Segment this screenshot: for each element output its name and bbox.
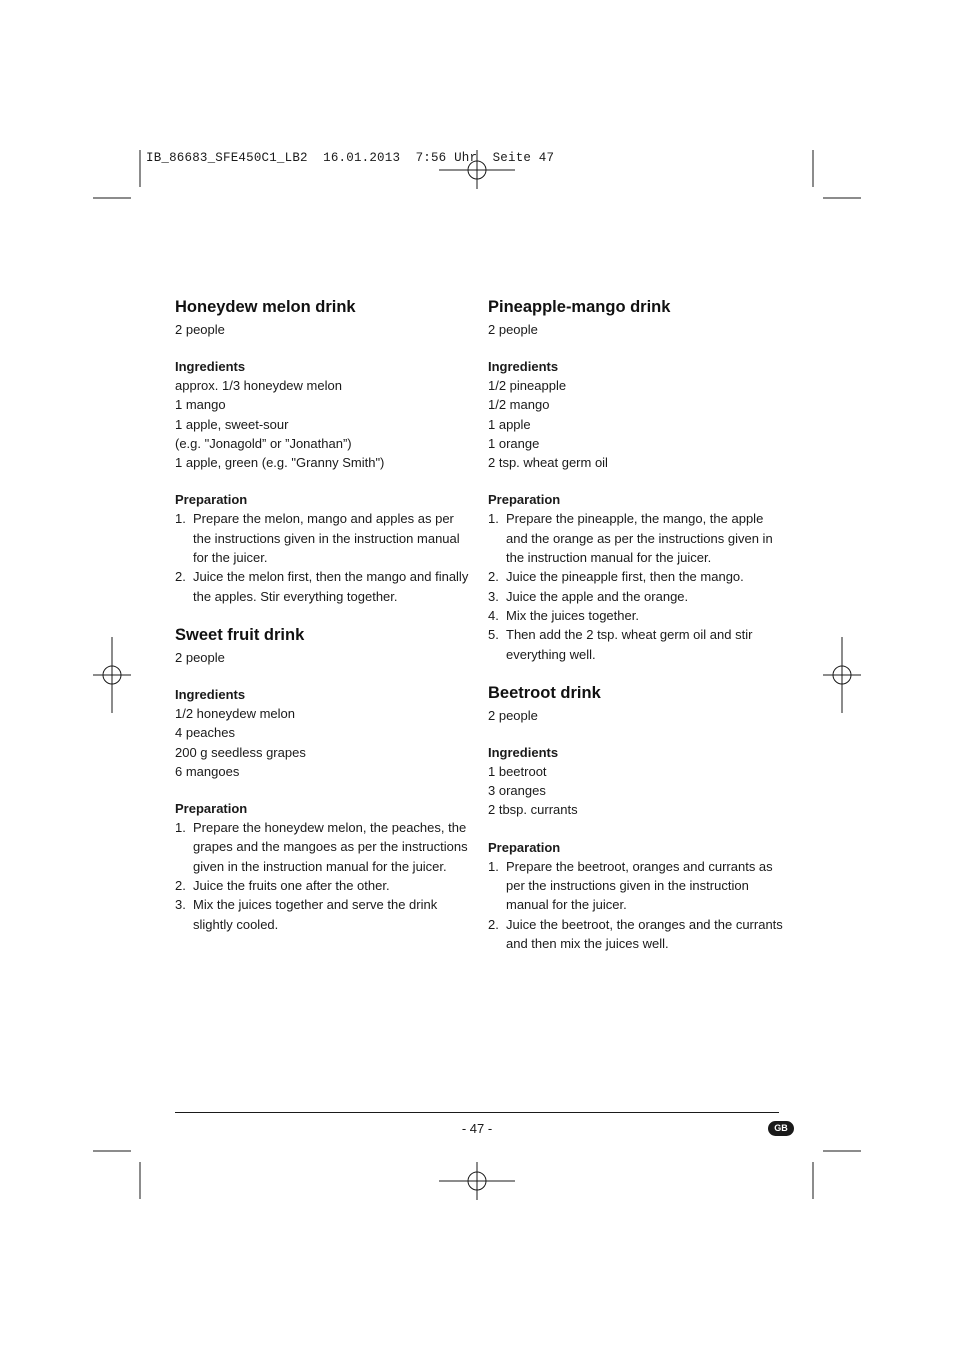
- step-text: Mix the juices together.: [506, 607, 639, 623]
- slug-time: 7:56 Uhr: [415, 151, 478, 165]
- recipe-sweet-fruit: [175, 622, 475, 934]
- registration-mark-right: [823, 637, 861, 713]
- step-item: [488, 857, 788, 915]
- step-text: Juice the pineapple first, then the mango.: [506, 569, 744, 585]
- ingredients-heading: Ingredients: [175, 359, 246, 374]
- step-number: 4.: [488, 607, 499, 623]
- preparation-steps: [175, 509, 475, 605]
- step-text: Then add the 2 tsp. wheat germ oil and stir everything well.: [506, 627, 753, 662]
- preparation-heading: Preparation: [175, 492, 248, 508]
- preparation-heading: Preparation: [488, 492, 561, 508]
- step-item: [488, 625, 788, 664]
- page-number: - 47 -: [461, 1121, 493, 1136]
- ingredients-list: [488, 762, 788, 820]
- step-number: 1.: [175, 511, 186, 527]
- language-badge: GB: [768, 1121, 794, 1136]
- step-item: [488, 587, 788, 606]
- preparation-heading: Preparation: [488, 839, 561, 855]
- step-text: Juice the beetroot, the oranges and the currants and then mix the juices well.: [506, 916, 783, 951]
- ingredient-item: 1/2 honeydew melon: [175, 705, 295, 721]
- recipe-serves: 2 people: [488, 322, 538, 337]
- preparation-steps: [488, 509, 788, 663]
- ingredient-item: 1/2 pineapple: [488, 378, 567, 393]
- step-item: [488, 915, 788, 954]
- step-item: [175, 509, 475, 567]
- ingredients-heading: Ingredients: [488, 744, 559, 760]
- ingredient-item: 2 tbsp. currants: [488, 802, 578, 818]
- step-item: [175, 895, 475, 934]
- preparation-heading: Preparation: [175, 801, 248, 817]
- step-number: 1.: [488, 858, 499, 874]
- ingredients-heading: Ingredients: [488, 359, 559, 374]
- step-number: 3.: [175, 897, 186, 913]
- ingredient-item: 2 tsp. wheat germ oil: [488, 455, 608, 471]
- step-text: Prepare the beetroot, oranges and currants as per the instructions given in the instruction manual for the juicer.: [506, 858, 773, 913]
- printer-slug: [146, 151, 554, 165]
- recipe-title: Pineapple-mango drink: [488, 298, 671, 316]
- recipe-title: Honeydew melon drink: [175, 298, 356, 316]
- step-text: Mix the juices together and serve the drink slightly cooled.: [193, 897, 438, 932]
- ingredient-item: 1 apple, green (e.g. "Granny Smith"): [175, 455, 385, 471]
- step-number: 1.: [175, 820, 186, 836]
- step-number: 2.: [488, 916, 499, 932]
- step-text: Juice the apple and the orange.: [506, 588, 689, 604]
- right-column: [488, 294, 788, 969]
- step-text: Prepare the honeydew melon, the peaches, the grapes and the mangoes as per the instructions given in the instruction manual for the juicer.: [193, 820, 468, 874]
- preparation-steps: [175, 818, 475, 934]
- recipe-pineapple-mango: [488, 294, 788, 664]
- ingredient-item: 4 peaches: [175, 725, 235, 741]
- recipe-title: Beetroot drink: [488, 683, 601, 702]
- step-item: [488, 509, 788, 567]
- ingredient-item: 1 orange: [488, 435, 540, 451]
- left-column: [175, 294, 475, 950]
- ingredient-item: 1 beetroot: [488, 763, 547, 779]
- ingredient-item: approx. 1/3 honeydew melon: [175, 378, 342, 393]
- registration-mark-bottom: [439, 1162, 515, 1200]
- recipe-serves: 2 people: [488, 707, 538, 723]
- step-number: 2.: [175, 878, 186, 894]
- footer-rule: [175, 1112, 779, 1113]
- step-text: Prepare the melon, mango and apples as per the instructions given in the instruction manual for the juicer.: [193, 511, 460, 566]
- step-number: 2.: [488, 569, 499, 585]
- recipe-beetroot: [488, 680, 788, 953]
- step-number: 1.: [488, 511, 499, 527]
- step-item: [175, 818, 475, 876]
- step-item: [175, 876, 475, 895]
- step-text: Juice the fruits one after the other.: [193, 878, 390, 894]
- step-text: Juice the melon first, then the mango and finally the apples. Stir everything together.: [193, 569, 469, 604]
- step-number: 3.: [488, 588, 499, 604]
- step-number: 2.: [175, 569, 186, 585]
- ingredient-item: 200 g seedless grapes: [175, 744, 306, 760]
- ingredient-item: (e.g. "Jonagold” or ”Jonathan”): [175, 435, 352, 451]
- ingredients-list: [175, 376, 475, 472]
- step-number: 5.: [488, 627, 499, 643]
- ingredient-item: 6 mangoes: [175, 763, 240, 779]
- preparation-steps: [488, 857, 788, 953]
- recipe-title: Sweet fruit drink: [175, 625, 305, 644]
- slug-date: 16.01.2013: [323, 151, 401, 165]
- ingredient-item: 1 apple, sweet-sour: [175, 416, 289, 432]
- step-item: [175, 567, 475, 606]
- step-text: Prepare the pineapple, the mango, the apple and the orange as per the instructions given in the instruction manual for the juicer.: [506, 511, 773, 566]
- ingredient-item: 1 apple: [488, 416, 531, 432]
- registration-mark-left: [93, 637, 131, 713]
- ingredients-heading: Ingredients: [175, 686, 246, 702]
- ingredient-item: 1 mango: [175, 397, 226, 413]
- ingredient-item: 1/2 mango: [488, 397, 550, 413]
- ingredient-item: 3 oranges: [488, 783, 546, 799]
- recipe-serves: 2 people: [175, 322, 225, 337]
- step-item: [488, 567, 788, 586]
- ingredients-list: [175, 704, 475, 781]
- step-item: [488, 606, 788, 625]
- slug-file: IB_86683_SFE450C1_LB2: [146, 151, 308, 165]
- ingredients-list: [488, 376, 788, 472]
- recipe-serves: 2 people: [175, 649, 225, 665]
- recipe-honeydew-melon: [175, 294, 475, 606]
- slug-page: Seite 47: [492, 151, 555, 165]
